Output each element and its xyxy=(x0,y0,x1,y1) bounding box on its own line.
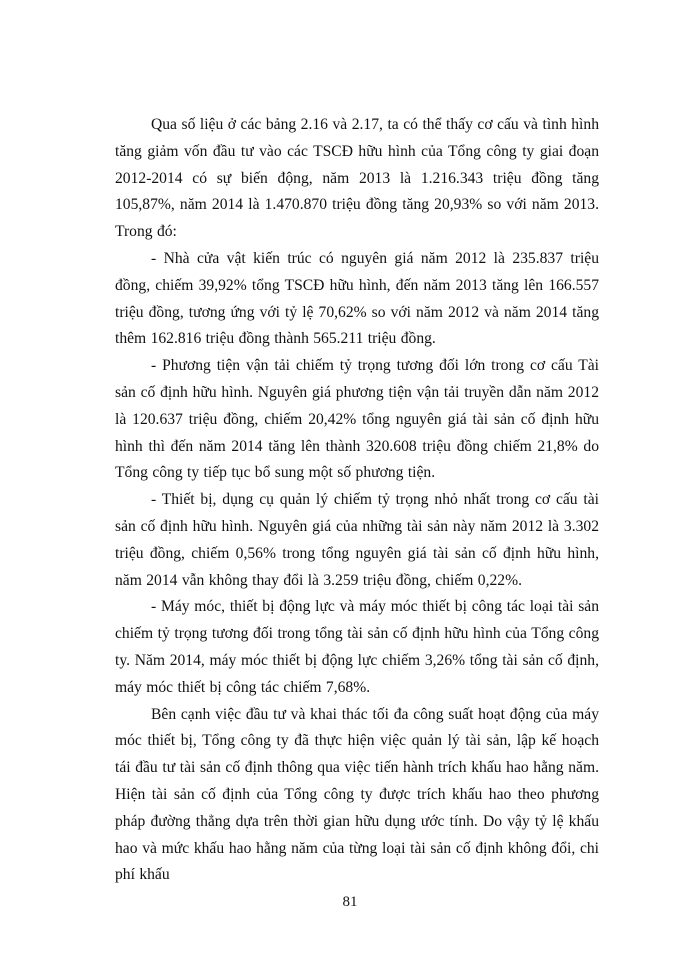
body-text xyxy=(115,112,599,889)
paragraph-office-equipment: - Thiết bị, dụng cụ quản lý chiếm tỷ trọng nhỏ nhất trong cơ cấu tài sản cố định hữu hình. Nguyên giá của những tài sản này năm 2012 là 3.302 triệu đồng, chiếm 0,56% trong tổng nguyên giá tài sản cố định hữu hình, năm 2014 vẫn không thay đổi là 3.259 triệu đồng, chiếm 0,22%. xyxy=(115,491,599,589)
page-number: 81 xyxy=(342,894,358,910)
paragraph-intro: Qua số liệu ở các bảng 2.16 và 2.17, ta có thể thấy cơ cấu và tình hình tăng giảm vốn đầu tư vào các TSCĐ hữu hình của Tổng công ty giai đoạn 2012-2014 có sự biến động, năm 2013 là 1.216.343 triệu đồng tăng 105,87%, năm 2014 là 1.470.870 triệu đồng tăng 20,93% so với năm 2013. Trong đó: xyxy=(115,116,599,241)
paragraph-machinery: - Máy móc, thiết bị động lực và máy móc thiết bị công tác loại tài sản chiếm tỷ trọng tương đối trong tổng tài sản cố định hữu hình của Tổng công ty. Năm 2014, máy móc thiết bị động lực chiếm 3,26% tổng tài sản cố định, máy móc thiết bị công tác chiếm 7,68%. xyxy=(115,598,599,696)
paragraph-depreciation: Bên cạnh việc đầu tư và khai thác tối đa công suất hoạt động của máy móc thiết bị, Tổng công ty đã thực hiện việc quản lý tài sản, lập kế hoạch tái đầu tư tài sản cố định thông qua việc tiến hành trích khấu hao hằng năm. Hiện tài sản cố định của Tổng công ty được trích khấu hao theo phương pháp đường thẳng dựa trên thời gian hữu dụng ước tính. Do vậy tỷ lệ khấu hao và mức khấu hao hằng năm của từng loại tài sản cố định không đổi, chi phí khấu xyxy=(115,705,599,884)
paragraph-vehicles: - Phương tiện vận tải chiếm tỷ trọng tương đối lớn trong cơ cấu Tài sản cố định hữu hình. Nguyên giá phương tiện vận tải truyền dẫn năm 2012 là 120.637 triệu đồng, chiếm 20,42% tổng nguyên giá tài sản cố định hữu hình thì đến năm 2014 tăng lên thành 320.608 triệu đồng chiếm 21,8% do Tổng công ty tiếp tục bổ sung một số phương tiện. xyxy=(115,357,599,482)
paragraph-buildings: - Nhà cửa vật kiến trúc có nguyên giá năm 2012 là 235.837 triệu đồng, chiếm 39,92% tổng TSCĐ hữu hình, đến năm 2013 tăng lên 166.557 triệu đồng, tương ứng với tỷ lệ 70,62% so với năm 2012 và năm 2014 tăng thêm 162.816 triệu đồng thành 565.211 triệu đồng. xyxy=(115,249,599,348)
